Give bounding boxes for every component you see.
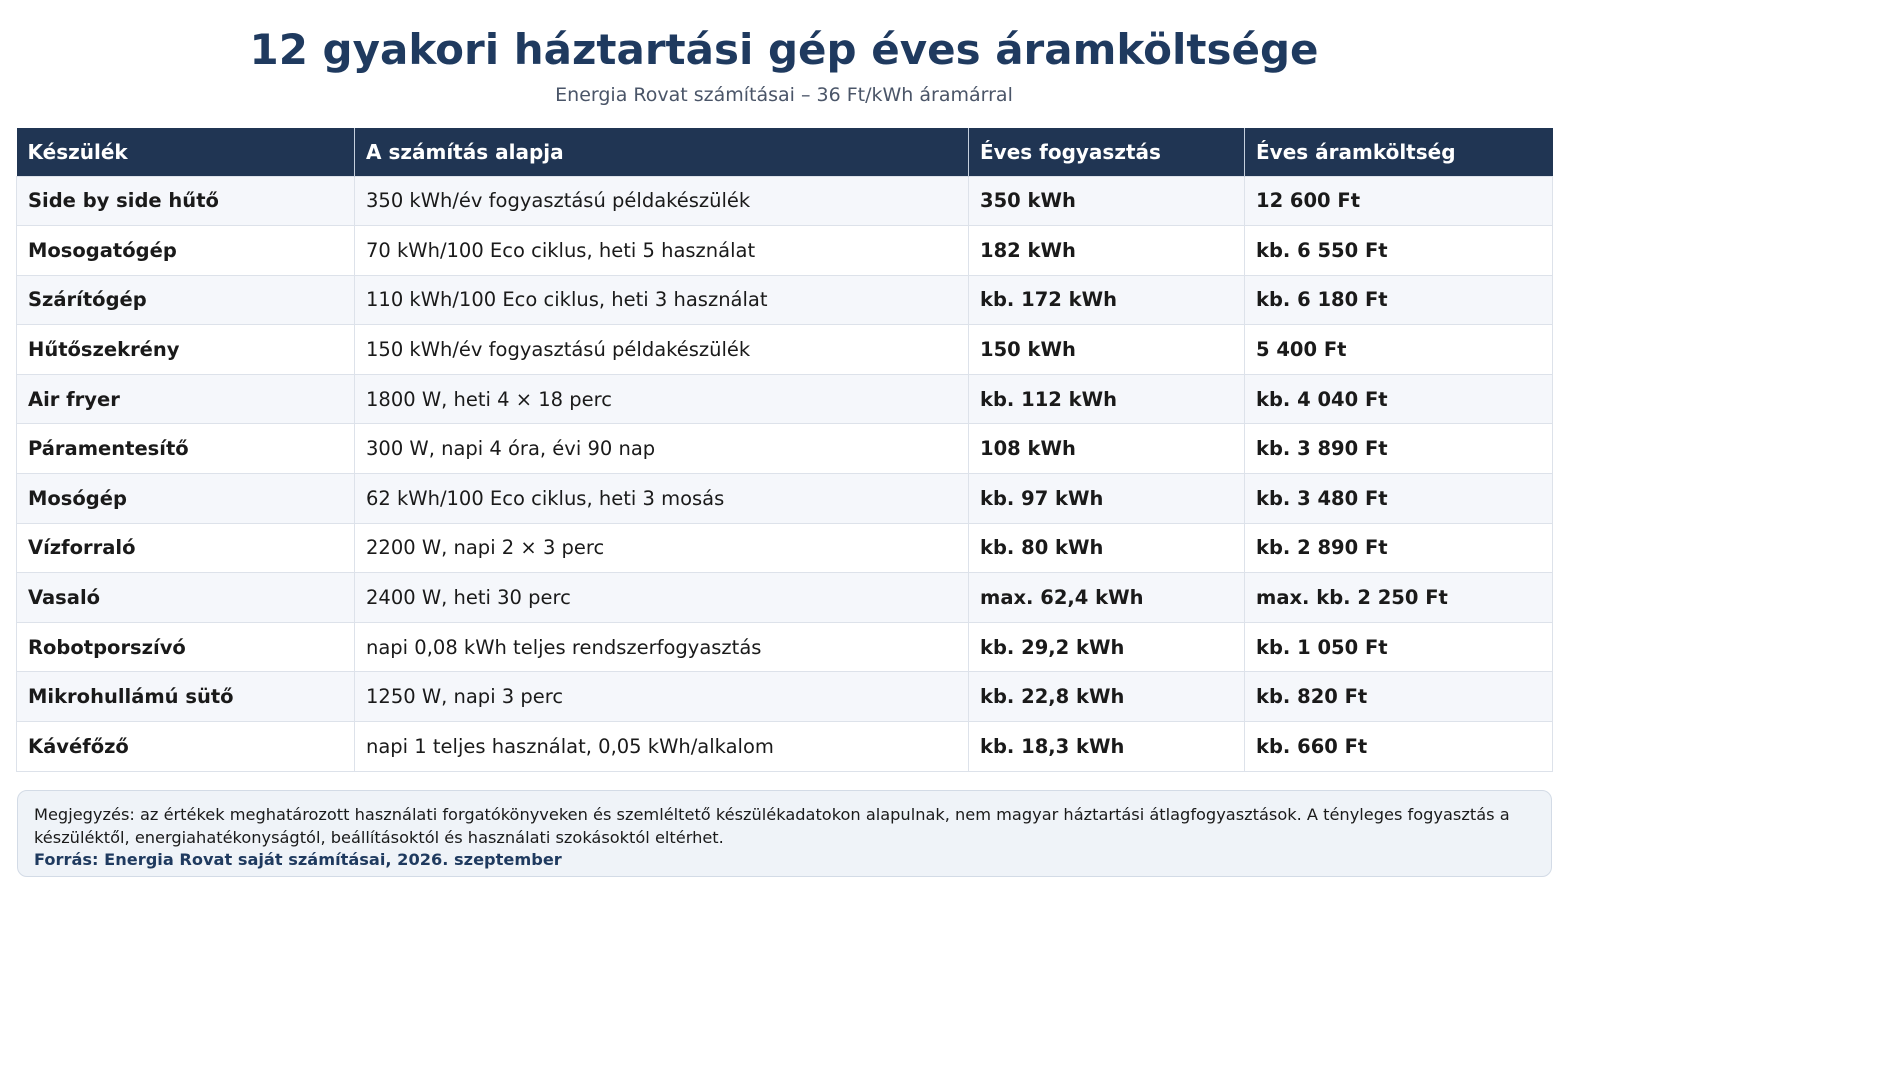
table-row bbox=[17, 573, 1553, 623]
column-header-device: Készülék bbox=[17, 128, 355, 176]
device-name: Side by side hűtő bbox=[17, 176, 355, 226]
annual-cost: max. kb. 2 250 Ft bbox=[1245, 573, 1553, 623]
table-row bbox=[17, 622, 1553, 672]
page-title: 12 gyakori háztartási gép éves áramköltsége bbox=[249, 25, 1319, 74]
annual-consumption: 350 kWh bbox=[969, 176, 1245, 226]
annual-cost: kb. 820 Ft bbox=[1245, 672, 1553, 722]
device-name: Mosógép bbox=[17, 474, 355, 524]
annual-consumption: kb. 172 kWh bbox=[969, 275, 1245, 325]
annual-cost: 5 400 Ft bbox=[1245, 325, 1553, 375]
calculation-basis: 110 kWh/100 Eco ciklus, heti 3 használat bbox=[355, 275, 969, 325]
device-name: Robotporszívó bbox=[17, 622, 355, 672]
table-row bbox=[17, 374, 1553, 424]
annual-consumption: kb. 112 kWh bbox=[969, 374, 1245, 424]
annual-cost: kb. 6 550 Ft bbox=[1245, 226, 1553, 276]
annual-cost: kb. 2 890 Ft bbox=[1245, 523, 1553, 573]
table-row bbox=[17, 722, 1553, 772]
table-row bbox=[17, 325, 1553, 375]
table-header-row bbox=[17, 128, 1553, 176]
annual-cost: kb. 4 040 Ft bbox=[1245, 374, 1553, 424]
annual-consumption: 150 kWh bbox=[969, 325, 1245, 375]
annual-consumption: kb. 80 kWh bbox=[969, 523, 1245, 573]
table-row bbox=[17, 523, 1553, 573]
source-line: Forrás: Energia Rovat saját számításai, 2026. szeptember bbox=[34, 850, 562, 869]
annual-cost: kb. 660 Ft bbox=[1245, 722, 1553, 772]
annual-cost: kb. 3 890 Ft bbox=[1245, 424, 1553, 474]
calculation-basis: napi 0,08 kWh teljes rendszerfogyasztás bbox=[355, 622, 969, 672]
annual-consumption: max. 62,4 kWh bbox=[969, 573, 1245, 623]
annual-cost: kb. 6 180 Ft bbox=[1245, 275, 1553, 325]
column-header-basis: A számítás alapja bbox=[355, 128, 969, 176]
annual-consumption: kb. 22,8 kWh bbox=[969, 672, 1245, 722]
calculation-basis: 1250 W, napi 3 perc bbox=[355, 672, 969, 722]
annual-consumption: kb. 97 kWh bbox=[969, 474, 1245, 524]
column-header-cost: Éves áramköltség bbox=[1245, 128, 1553, 176]
calculation-basis: 350 kWh/év fogyasztású példakészülék bbox=[355, 176, 969, 226]
annual-consumption: kb. 29,2 kWh bbox=[969, 622, 1245, 672]
footnote-box bbox=[17, 790, 1552, 877]
table-row bbox=[17, 672, 1553, 722]
column-header-consumption: Éves fogyasztás bbox=[969, 128, 1245, 176]
device-name: Vízforraló bbox=[17, 523, 355, 573]
annual-cost: 12 600 Ft bbox=[1245, 176, 1553, 226]
device-name: Kávéfőző bbox=[17, 722, 355, 772]
calculation-basis: 70 kWh/100 Eco ciklus, heti 5 használat bbox=[355, 226, 969, 276]
calculation-basis: 2200 W, napi 2 × 3 perc bbox=[355, 523, 969, 573]
table-row bbox=[17, 474, 1553, 524]
annual-consumption: 108 kWh bbox=[969, 424, 1245, 474]
calculation-basis: napi 1 teljes használat, 0,05 kWh/alkalom bbox=[355, 722, 969, 772]
device-name: Szárítógép bbox=[17, 275, 355, 325]
calculation-basis: 2400 W, heti 30 perc bbox=[355, 573, 969, 623]
device-name: Vasaló bbox=[17, 573, 355, 623]
annual-consumption: 182 kWh bbox=[969, 226, 1245, 276]
annual-cost: kb. 1 050 Ft bbox=[1245, 622, 1553, 672]
table-row bbox=[17, 226, 1553, 276]
annual-consumption: kb. 18,3 kWh bbox=[969, 722, 1245, 772]
page-subtitle: Energia Rovat számításai – 36 Ft/kWh áramárral bbox=[555, 84, 1013, 106]
appliance-cost-table bbox=[16, 128, 1553, 772]
device-name: Páramentesítő bbox=[17, 424, 355, 474]
device-name: Air fryer bbox=[17, 374, 355, 424]
device-name: Mosogatógép bbox=[17, 226, 355, 276]
calculation-basis: 62 kWh/100 Eco ciklus, heti 3 mosás bbox=[355, 474, 969, 524]
footnote-text: Megjegyzés: az értékek meghatározott használati forgatókönyveken és szemléltető készülékadatokon alapulnak, nem magyar háztartási átlagfogyasztások. A tényleges fogyasztás a készüléktől, energiahatékonyságtól, beállításoktól és használati szokásoktól eltérhet. bbox=[34, 805, 1510, 847]
device-name: Hűtőszekrény bbox=[17, 325, 355, 375]
annual-cost: kb. 3 480 Ft bbox=[1245, 474, 1553, 524]
calculation-basis: 1800 W, heti 4 × 18 perc bbox=[355, 374, 969, 424]
calculation-basis: 150 kWh/év fogyasztású példakészülék bbox=[355, 325, 969, 375]
device-name: Mikrohullámú sütő bbox=[17, 672, 355, 722]
table-row bbox=[17, 424, 1553, 474]
calculation-basis: 300 W, napi 4 óra, évi 90 nap bbox=[355, 424, 969, 474]
table-row bbox=[17, 275, 1553, 325]
table-row bbox=[17, 176, 1553, 226]
